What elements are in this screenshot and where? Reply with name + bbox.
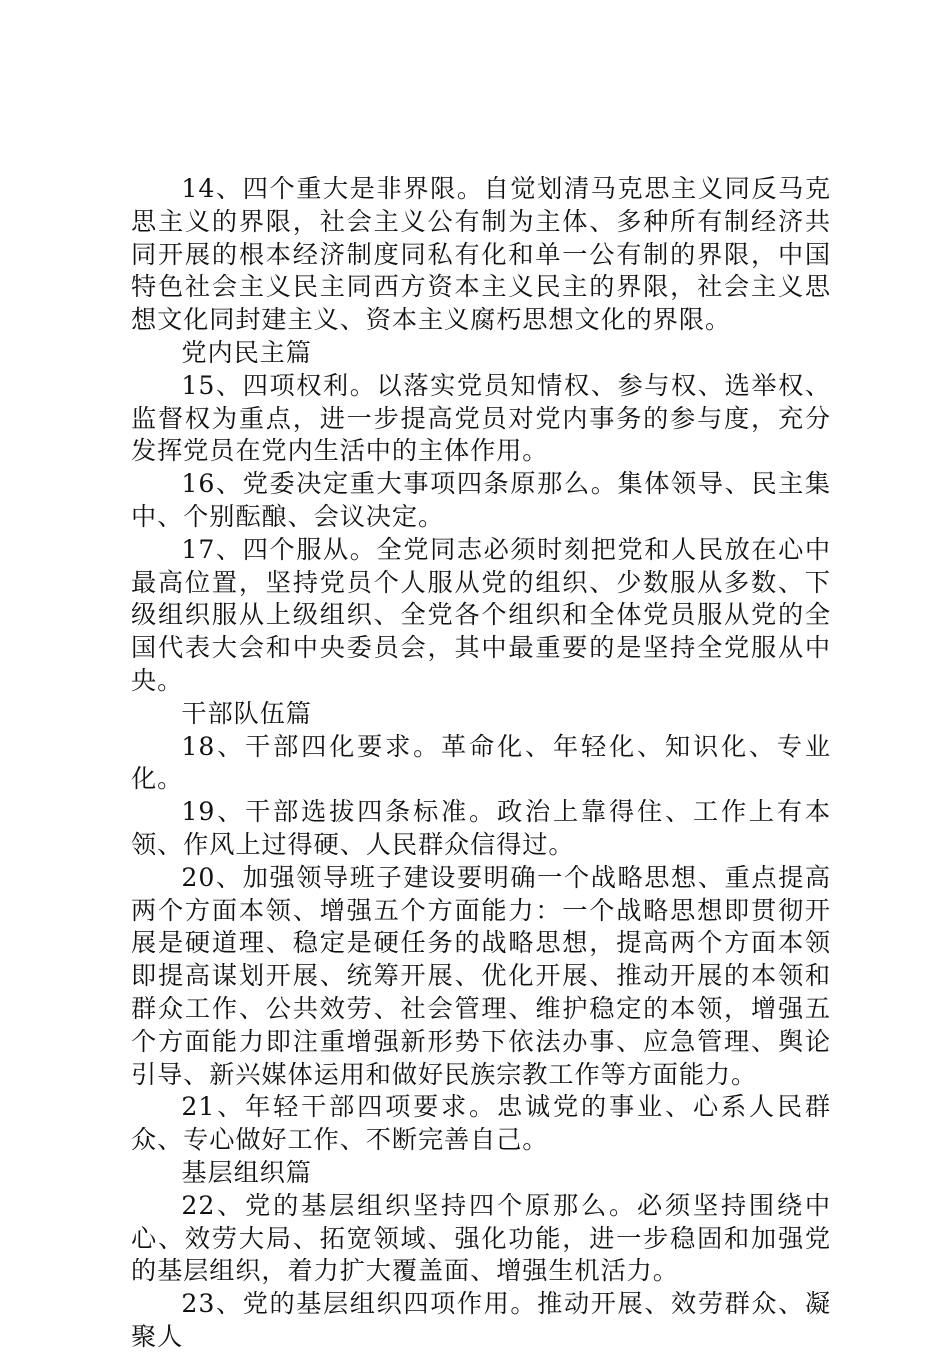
section-heading-grassroots-organization: 基层组织篇 xyxy=(181,1157,312,1187)
paragraph-23: 23、党的基层组织四项作用。推动开展、效劳群众、凝聚人 xyxy=(131,1289,831,1351)
paragraph-21: 21、年轻干部四项要求。忠诚党的事业、心系人民群众、专心做好工作、不断完善自己。 xyxy=(131,1092,831,1155)
paragraph-18: 18、干部四化要求。革命化、年轻化、知识化、专业化。 xyxy=(131,731,831,794)
section-heading-party-democracy: 党内民主篇 xyxy=(181,337,312,367)
paragraph-15: 15、四项权利。以落实党员知情权、参与权、选举权、监督权为重点，进一步提高党员对党内事务的参与度，充分发挥党员在党内生活中的主体作用。 xyxy=(131,370,831,466)
section-heading-cadre-team: 干部队伍篇 xyxy=(181,698,312,728)
paragraph-16: 16、党委决定重大事项四条原那么。集体领导、民主集中、个别酝酿、会议决定。 xyxy=(131,469,831,531)
paragraph-14: 14、四个重大是非界限。自觉划清马克思主义同反马克思主义的界限，社会主义公有制为主体、多种所有制经济共同开展的根本经济制度同私有化和单一公有制的界限，中国特色社会主义民主同西方资本主义民主的界限，社会主义思想文化同封建主义、资本主义腐朽思想文化的界限。 xyxy=(131,174,831,335)
paragraph-20: 20、加强领导班子建设要明确一个战略思想、重点提高两个方面本领、增强五个方面能力：一个战略思想即贯彻开展是硬道理、稳定是硬任务的战略思想，提高两个方面本领即提高谋划开展、统筹开展、优化开展、推动开展的本领和群众工作、公共效劳、社会管理、维护稳定的本领，增强五个方面能力即注重增强新形势下依法办事、应急管理、舆论引导、新兴媒体运用和做好民族宗教工作等方面能力。 xyxy=(131,862,831,1089)
paragraph-19: 19、干部选拔四条标准。政治上靠得住、工作上有本领、作风上过得硬、人民群众信得过。 xyxy=(131,797,831,859)
paragraph-17: 17、四个服从。全党同志必须时刻把党和人民放在心中最高位置，坚持党员个人服从党的组织、少数服从多数、下级组织服从上级组织、全党各个组织和全体党员服从党的全国代表大会和中央委员会，其中最重要的是坚持全党服从中央。 xyxy=(131,534,831,695)
document-body xyxy=(131,173,831,1354)
paragraph-22: 22、党的基层组织坚持四个原那么。必须坚持围绕中心、效劳大局、拓宽领域、强化功能，进一步稳固和加强党的基层组织，着力扩大覆盖面、增强生机活力。 xyxy=(131,1190,831,1286)
